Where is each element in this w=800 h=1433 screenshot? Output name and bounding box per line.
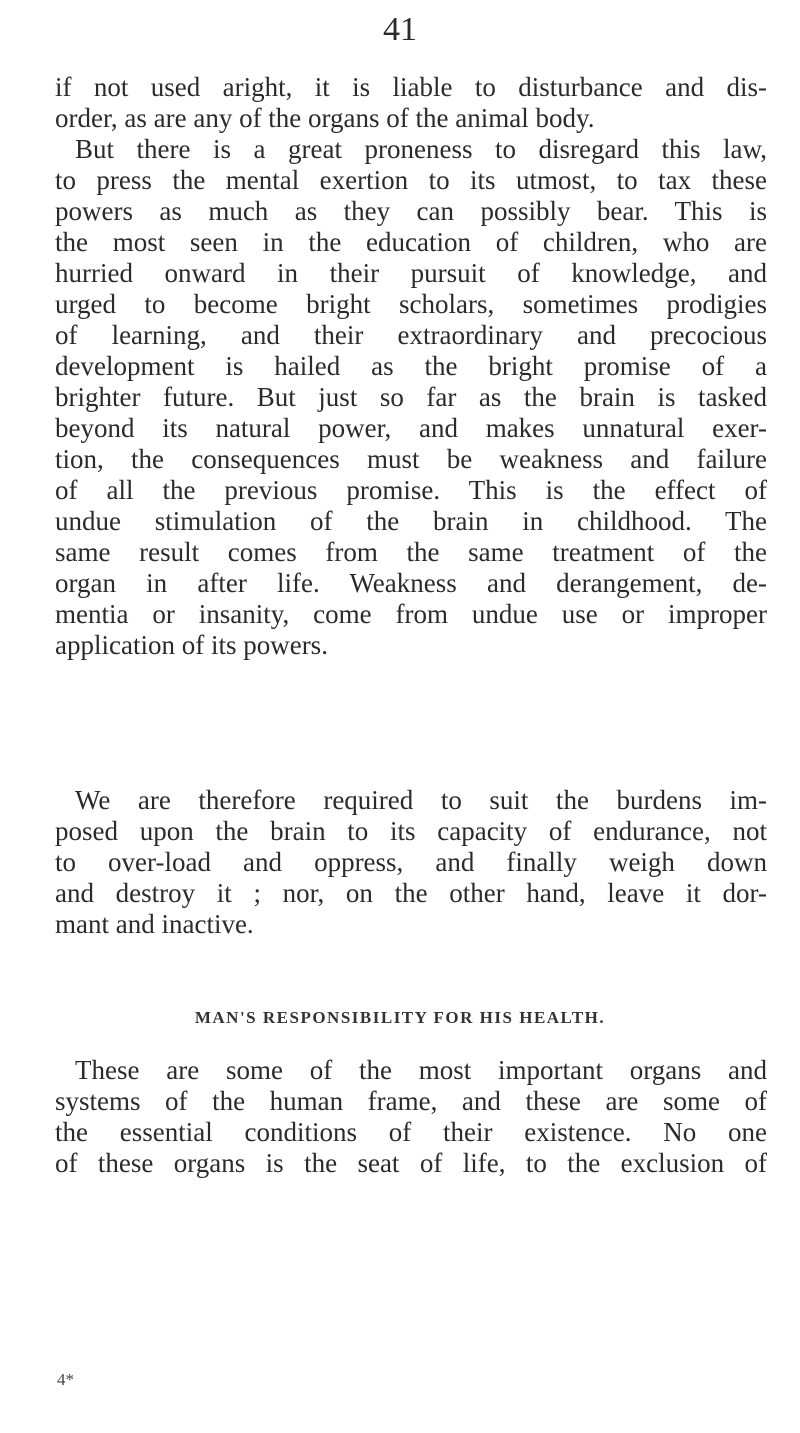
text-line: same result comes from the same treatment of the [55, 537, 767, 567]
text-line: mant and inactive. [55, 909, 254, 939]
text-line: and destroy it ; nor, on the other hand, leave it dor- [55, 878, 767, 908]
section-heading: MAN'S RESPONSIBILITY FOR HIS HEALTH. [194, 1008, 606, 1027]
text-line: application of its powers. [55, 630, 328, 660]
text-line: if not used aright, it is liable to disturbance and dis- [55, 72, 767, 102]
text-line: of these organs is the seat of life, to the exclusion of [55, 1148, 767, 1178]
paragraph-burdens [55, 785, 767, 940]
text-line: to press the mental exertion to its utmost, to tax these [55, 165, 767, 195]
text-line: the essential conditions of their existence. No one [55, 1117, 767, 1147]
text-line: powers as much as they can possibly bear. This is [55, 196, 767, 226]
text-line: We are therefore required to suit the burdens im- [75, 785, 767, 815]
text-line: brighter future. But just so far as the brain is tasked [55, 382, 767, 412]
paragraph-continuation [55, 72, 767, 134]
text-line: the most seen in the education of children, who are [55, 227, 767, 257]
text-line: tion, the consequences must be weakness and failure [55, 444, 767, 474]
text-line: organ in after life. Weakness and derangement, de- [55, 568, 767, 598]
text-line: to over-load and oppress, and finally weigh down [55, 847, 767, 877]
text-line: These are some of the most important organs and [75, 1055, 767, 1085]
text-line: posed upon the brain to its capacity of endurance, not [55, 816, 767, 846]
signature-mark: 4* [57, 1370, 74, 1389]
text-line: hurried onward in their pursuit of knowledge, and [55, 258, 767, 288]
text-line: beyond its natural power, and makes unnatural exer- [55, 413, 767, 443]
paragraph-brain-exertion [55, 134, 767, 661]
paragraph-responsibility [55, 1055, 767, 1179]
text-line: of all the previous promise. This is the effect of [55, 475, 767, 505]
text-line: order, as are any of the organs of the animal body. [55, 103, 595, 133]
text-line: mentia or insanity, come from undue use or improper [55, 599, 767, 629]
text-line: development is hailed as the bright promise of a [55, 351, 767, 381]
text-line: of learning, and their extraordinary and precocious [55, 320, 767, 350]
text-line: urged to become bright scholars, sometimes prodigies [55, 289, 767, 319]
text-line: undue stimulation of the brain in childhood. The [55, 506, 767, 536]
text-line: But there is a great proneness to disregard this law, [75, 134, 767, 164]
page-number: 41 [383, 11, 417, 48]
text-line: systems of the human frame, and these are some of [55, 1086, 767, 1116]
